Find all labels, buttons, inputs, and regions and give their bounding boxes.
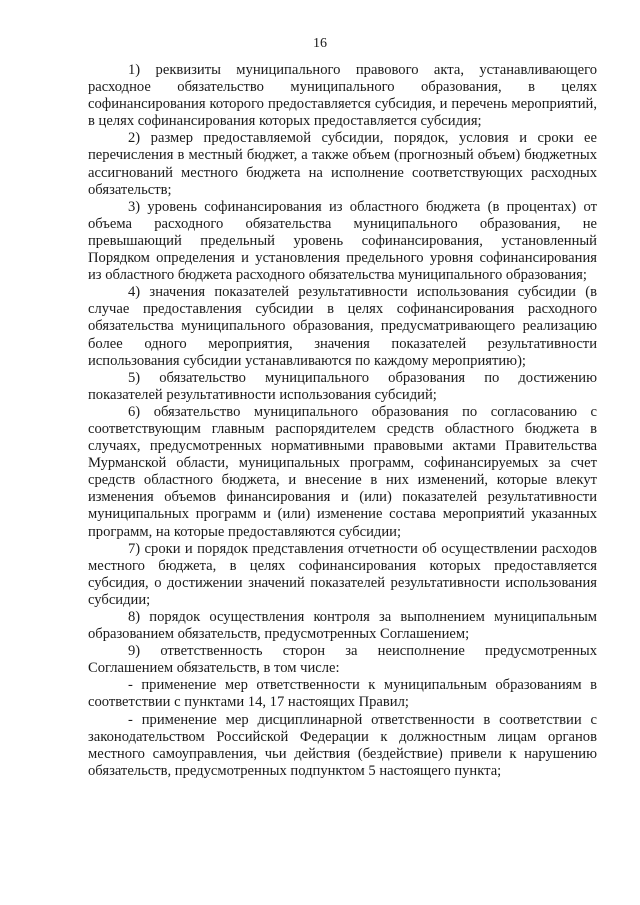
- paragraph-item-7: 7) сроки и порядок представления отчетности об осуществлении расходов местного бюджета, в целях софинансирования которых предоставляется субсидия, о достижении значений показателей результативности использования субсидии;: [88, 540, 597, 608]
- paragraph-item-3: 3) уровень софинансирования из областного бюджета (в процентах) от объема расходного обязательства муниципального образования, не превышающий предельный уровень софинансирования, установленный Порядком определения и установления предельного уровня софинансирования из областного бюджета расходного обязательства муниципального образования;: [88, 198, 597, 284]
- paragraph-subitem-1: - применение мер ответственности к муниципальным образованиям в соответствии с пунктами 14, 17 настоящих Правил;: [88, 677, 597, 711]
- paragraph-item-1: 1) реквизиты муниципального правового акта, устанавливающего расходное обязательство муниципального образования, в целях софинансирования которого предоставляется субсидия, и перечень мероприятий, в целях софинансирования которых предоставляется субсидия;: [88, 62, 597, 130]
- paragraph-item-4: 4) значения показателей результативности использования субсидии (в случае предоставления субсидии в целях софинансирования расходного обязательства муниципального образования, предусматривающего реализацию более одного мероприятия, значения показателей результативности использования субсидии устанавливаются по каждому мероприятию);: [88, 284, 597, 369]
- paragraph-subitem-2: - применение мер дисциплинарной ответственности в соответствии с законодательством Российской Федерации к должностным лицам органов местного самоуправления, чьи действия (бездействие) привели к нарушению обязательств, предусмотренных подпунктом 5 настоящего пункта;: [88, 711, 597, 779]
- paragraph-item-8: 8) порядок осуществления контроля за выполнением муниципальным образованием обязательств, предусмотренных Соглашением;: [88, 609, 597, 643]
- page-number: 16: [313, 36, 327, 51]
- document-body: [88, 62, 597, 780]
- paragraph-item-9: 9) ответственность сторон за неисполнение предусмотренных Соглашением обязательств, в том числе:: [88, 643, 597, 677]
- paragraph-item-6: 6) обязательство муниципального образования по согласованию с соответствующим главным распорядителем средств областного бюджета в случаях, предусмотренных нормативными правовыми актами Правительства Мурманской области, муниципальных программ, софинансируемых за счет средств областного бюджета, и внесение в них изменений, которые влекут изменения объемов финансирования и (или) показателей результативности муниципальных программ и (или) изменение состава мероприятий указанных программ, на которые предоставляются субсидии;: [88, 403, 597, 540]
- paragraph-item-5: 5) обязательство муниципального образования по достижению показателей результативности использования субсидий;: [88, 369, 597, 403]
- paragraph-item-2: 2) размер предоставляемой субсидии, порядок, условия и сроки ее перечисления в местный бюджет, а также объем (прогнозный объем) бюджетных ассигнований местного бюджета на исполнение соответствующих расходных обязательств;: [88, 130, 597, 198]
